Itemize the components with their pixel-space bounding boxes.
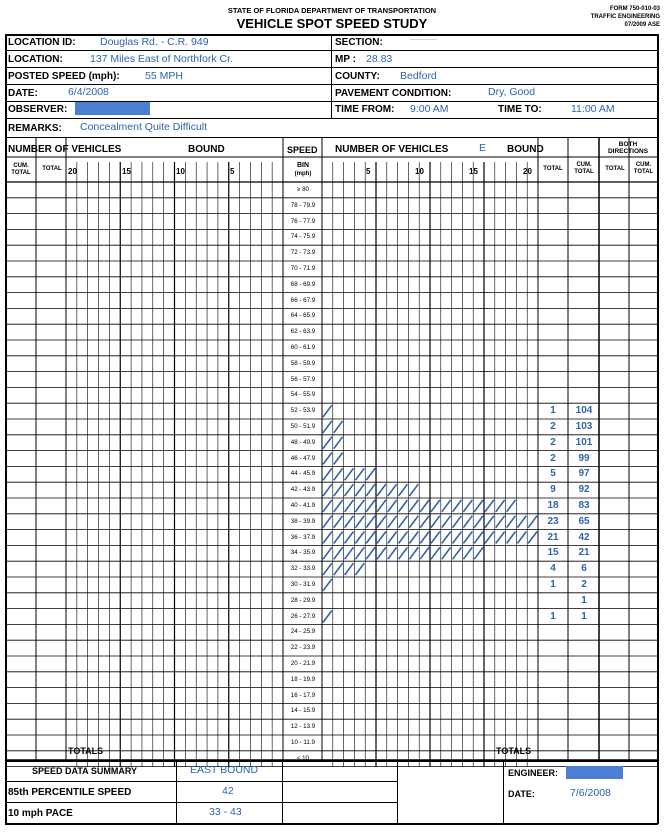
speed-bin: 60 - 61.9 (290, 344, 316, 351)
location-id-value: Douglas Rd. - C.R. 949 (100, 36, 209, 48)
tally-mark (345, 468, 354, 480)
row-cum-total: 2 (581, 579, 587, 590)
row-cum-total: 101 (575, 436, 593, 448)
tally-mark (420, 547, 429, 559)
row-total: 15 (547, 547, 559, 559)
tally-mark (463, 532, 472, 544)
speed-bin: 62 - 63.9 (290, 328, 316, 336)
time-to-label: TIME TO: (498, 104, 542, 115)
right-direction: E (479, 142, 487, 154)
p85-label: 85th PERCENTILE SPEED (8, 787, 132, 798)
speed-bin: 34 - 35.9 (290, 549, 316, 557)
row-cum-total: 104 (575, 405, 593, 417)
tally-mark (399, 547, 408, 559)
speed-bin: 26 - 27.9 (290, 612, 316, 620)
tally-mark (323, 484, 332, 496)
speed-bin: 56 - 57.9 (290, 375, 316, 383)
row-cum-total: 1 (581, 594, 587, 606)
summary-direction: EAST BOUND (190, 764, 259, 776)
tally-mark (528, 532, 537, 544)
both-total-label: TOTAL (605, 166, 625, 172)
posted-speed-label: POSTED SPEED (mph): (8, 71, 120, 82)
tally-mark (334, 547, 343, 559)
tally-mark (323, 516, 332, 528)
tally-mark (388, 500, 397, 512)
speed-bin: 58 - 59.9 (290, 359, 316, 367)
row-cum-total: 103 (575, 421, 593, 432)
tally-mark (334, 437, 343, 449)
tally-mark (355, 532, 364, 544)
tally-mark (388, 547, 397, 559)
speed-bin: 50 - 51.9 (290, 423, 316, 430)
speed-bin: 70 - 71.9 (290, 265, 316, 272)
pavement-label: PAVEMENT CONDITION: (335, 88, 452, 99)
p85-value: 42 (222, 785, 234, 797)
date-value: 6/4/2008 (68, 86, 109, 98)
tally-mark (399, 484, 408, 496)
right-tick-15: 15 (469, 167, 478, 176)
tally-mark (377, 516, 386, 528)
tally-mark (507, 532, 516, 544)
tally-mark (474, 500, 483, 512)
speed-bin: 42 - 43.9 (290, 486, 316, 494)
tally-mark (323, 611, 332, 623)
tally-mark (355, 484, 364, 496)
tally-mark (345, 547, 354, 559)
tally-mark (388, 484, 397, 496)
tally-mark (399, 516, 408, 528)
tally-mark (442, 547, 451, 559)
row-total: 2 (550, 436, 556, 448)
observer-label: OBSERVER: (8, 104, 68, 115)
tally-mark (507, 500, 516, 512)
tally-mark (323, 405, 332, 417)
row-total: 23 (547, 515, 559, 527)
tally-mark (334, 563, 343, 575)
mp-value: 28.83 (366, 53, 393, 65)
speed-bin: 10 - 11.9 (291, 739, 315, 746)
row-cum-total: 21 (578, 547, 590, 559)
tally-mark (496, 532, 505, 544)
row-cum-total: 1 (581, 610, 587, 622)
tally-mark (496, 500, 505, 512)
form-title: VEHICLE SPOT SPEED STUDY (236, 16, 428, 31)
tally-mark (463, 500, 472, 512)
time-to-value: 11:00 AM (571, 103, 615, 115)
row-cum-total: 97 (578, 468, 590, 480)
tally-mark (366, 532, 375, 544)
tally-mark (431, 547, 440, 559)
tally-mark (323, 453, 332, 465)
tally-mark (334, 421, 343, 433)
tally-mark (442, 532, 451, 544)
tally-mark (355, 563, 364, 575)
both-cum-total-label: CUM. TOTAL (633, 162, 654, 175)
right-total-label: TOTAL (543, 166, 563, 172)
tally-mark (355, 500, 364, 512)
right-totals-label: TOTALS (496, 746, 532, 756)
tally-mark (323, 532, 332, 544)
speed-bin: 28 - 29.9 (290, 596, 316, 604)
speed-bin: 30 - 31.9 (290, 581, 316, 588)
tally-mark (474, 516, 483, 528)
speed-bin: 14 - 15.9 (290, 707, 316, 715)
tally-mark (377, 547, 386, 559)
tally-mark (366, 468, 375, 480)
tally-mark (323, 468, 332, 480)
tally-mark (345, 532, 354, 544)
bin-label: BIN (296, 162, 310, 169)
row-total: 5 (550, 468, 556, 480)
row-cum-total: 6 (581, 563, 587, 575)
speed-bin: ≥ 80 (297, 186, 309, 193)
tally-mark (485, 500, 494, 512)
remarks-value: Concealment Quite Difficult (80, 121, 208, 133)
tally-mark (453, 532, 462, 544)
speed-bin: 46 - 47.9 (290, 454, 316, 462)
tally-mark (463, 516, 472, 528)
row-total: 9 (550, 484, 556, 496)
left-heading: NUMBER OF VEHICLES (8, 144, 122, 155)
row-total: 2 (550, 421, 556, 432)
tally-mark (431, 532, 440, 544)
row-total: 1 (550, 579, 556, 590)
tally-mark (442, 500, 451, 512)
tally-mark (377, 500, 386, 512)
time-from-value: 9:00 AM (410, 103, 449, 115)
speed-bin: 36 - 37.9 (290, 533, 316, 541)
right-tick-20: 20 (523, 167, 532, 176)
speed-bin: 24 - 25.9 (290, 628, 316, 636)
left-tick-5: 5 (230, 167, 235, 176)
summary-date-label: DATE: (508, 789, 535, 799)
tally-mark (388, 532, 397, 544)
county-label: COUNTY: (335, 71, 380, 82)
tally-mark (442, 516, 451, 528)
time-from-label: TIME FROM: (335, 104, 395, 115)
speed-bin: 64 - 65.9 (290, 312, 316, 320)
row-total: 21 (547, 531, 559, 543)
speed-bin: 40 - 41.9 (290, 502, 316, 509)
left-totals-label: TOTALS (68, 746, 104, 756)
tally-mark (420, 532, 429, 544)
tally-mark (366, 547, 375, 559)
summary-date-value: 7/6/2008 (570, 787, 611, 799)
speed-bin: 68 - 69.9 (290, 280, 316, 288)
tally-mark (399, 532, 408, 544)
left-bound: BOUND (188, 144, 225, 155)
tally-mark (334, 516, 343, 528)
tally-mark (334, 468, 343, 480)
right-tick-5: 5 (366, 167, 371, 176)
tally-mark (323, 500, 332, 512)
speed-bin: 16 - 17.9 (290, 691, 316, 699)
row-cum-total: 92 (578, 484, 590, 496)
speed-bin: 54 - 55.9 (290, 391, 316, 399)
remarks-label: REMARKS: (8, 123, 62, 134)
tally-mark (409, 484, 418, 496)
location-label: LOCATION: (8, 54, 63, 65)
tally-mark (399, 500, 408, 512)
tally-mark (323, 547, 332, 559)
row-cum-total: 42 (578, 531, 590, 543)
agency-name: STATE OF FLORIDA DEPARTMENT OF TRANSPORTATION (227, 6, 437, 15)
speed-bin: 76 - 77.9 (290, 217, 316, 225)
form-number: FORM 750-010-03 TRAFFIC ENGINEERING 07/2009 ASE (590, 6, 660, 28)
row-cum-total: 65 (578, 515, 590, 527)
tally-mark (334, 453, 343, 465)
speed-bin: 78 - 79.9 (290, 201, 316, 209)
tally-mark (507, 516, 516, 528)
pavement-value: Dry, Good (488, 86, 536, 98)
speed-bin: 22 - 23.9 (290, 644, 316, 652)
pace-label: 10 mph PACE (8, 808, 73, 819)
speed-bin: 48 - 49.9 (290, 438, 316, 446)
tally-mark (453, 516, 462, 528)
county-value: Bedford (400, 70, 437, 82)
left-cum-total-label: CUM. TOTAL (11, 163, 31, 176)
tally-mark (323, 563, 332, 575)
right-tick-10: 10 (415, 167, 424, 176)
tally-mark (345, 484, 354, 496)
tally-mark (345, 500, 354, 512)
tally-mark (453, 547, 462, 559)
tally-mark (334, 484, 343, 496)
speed-bin: 12 - 13.9 (290, 723, 316, 731)
tally-mark (496, 516, 505, 528)
tally-mark (366, 500, 375, 512)
tally-mark (334, 532, 343, 544)
location-id-label: LOCATION ID: (8, 37, 76, 48)
tally-mark (528, 516, 537, 528)
pace-value: 33 - 43 (209, 806, 242, 818)
location-value: 137 Miles East of Northfork Cr. (90, 53, 233, 65)
row-total: 1 (550, 405, 556, 417)
both-directions-label: BOTH DIRECTIONS (607, 141, 649, 155)
tally-mark (323, 421, 332, 433)
posted-speed-value: 55 MPH (145, 70, 183, 82)
tally-mark (366, 516, 375, 528)
row-total: 4 (550, 563, 556, 575)
tally-mark (377, 484, 386, 496)
mph-label: (mph) (294, 171, 312, 177)
tally-mark (345, 516, 354, 528)
row-cum-total: 99 (578, 452, 590, 464)
tally-mark (474, 532, 483, 544)
row-total: 2 (550, 452, 556, 464)
tally-mark (463, 547, 472, 559)
date-label: DATE: (8, 88, 38, 99)
left-tick-15: 15 (122, 167, 131, 176)
row-total: 18 (547, 500, 559, 511)
summary-heading: SPEED DATA SUMMARY (32, 766, 138, 776)
tally-mark (345, 563, 354, 575)
mp-label: MP : (335, 54, 356, 65)
tally-mark (388, 516, 397, 528)
tally-mark (323, 579, 332, 591)
tally-mark (355, 468, 364, 480)
tally-mark (453, 500, 462, 512)
speed-bin: 20 - 21.9 (290, 660, 316, 667)
left-tick-20: 20 (68, 167, 77, 176)
speed-bin: 72 - 73.9 (290, 249, 316, 257)
right-bound: BOUND (507, 144, 544, 155)
tally-mark (431, 516, 440, 528)
section-value: ________ (410, 34, 437, 40)
right-cum-total-label: CUM. TOTAL (574, 162, 594, 175)
tally-mark (517, 516, 526, 528)
left-tick-10: 10 (176, 167, 185, 176)
speed-heading: SPEED (287, 145, 318, 155)
tally-mark (409, 516, 418, 528)
section-label: SECTION: (335, 37, 383, 48)
speed-bin: 74 - 75.9 (290, 233, 316, 241)
left-total-label: TOTAL (42, 166, 62, 172)
engineer-label: ENGINEER: (508, 768, 559, 778)
tally-mark (377, 532, 386, 544)
tally-mark (355, 547, 364, 559)
row-total: 1 (550, 610, 556, 622)
tally-mark (409, 547, 418, 559)
speed-bin: 52 - 53.9 (290, 407, 316, 415)
tally-mark (420, 516, 429, 528)
speed-bin: 38 - 39.9 (290, 517, 316, 525)
row-cum-total: 83 (578, 500, 590, 511)
speed-bin: ≤ 10 (297, 754, 309, 762)
speed-bin: 18 - 19.9 (290, 675, 316, 683)
tally-mark (409, 500, 418, 512)
tally-mark (517, 532, 526, 544)
tally-mark (474, 547, 483, 559)
tally-mark (323, 437, 332, 449)
right-heading: NUMBER OF VEHICLES (335, 144, 449, 155)
speed-bin: 66 - 67.9 (290, 296, 316, 304)
tally-mark (420, 500, 429, 512)
tally-mark (485, 532, 494, 544)
tally-mark (355, 516, 364, 528)
speed-bin: 32 - 33.9 (290, 565, 316, 573)
engineer-redaction (566, 766, 623, 779)
tally-mark (431, 500, 440, 512)
speed-bin: 44 - 45.9 (290, 470, 316, 478)
tally-mark (334, 500, 343, 512)
tally-mark (485, 516, 494, 528)
tally-mark (409, 532, 418, 544)
tally-mark (366, 484, 375, 496)
